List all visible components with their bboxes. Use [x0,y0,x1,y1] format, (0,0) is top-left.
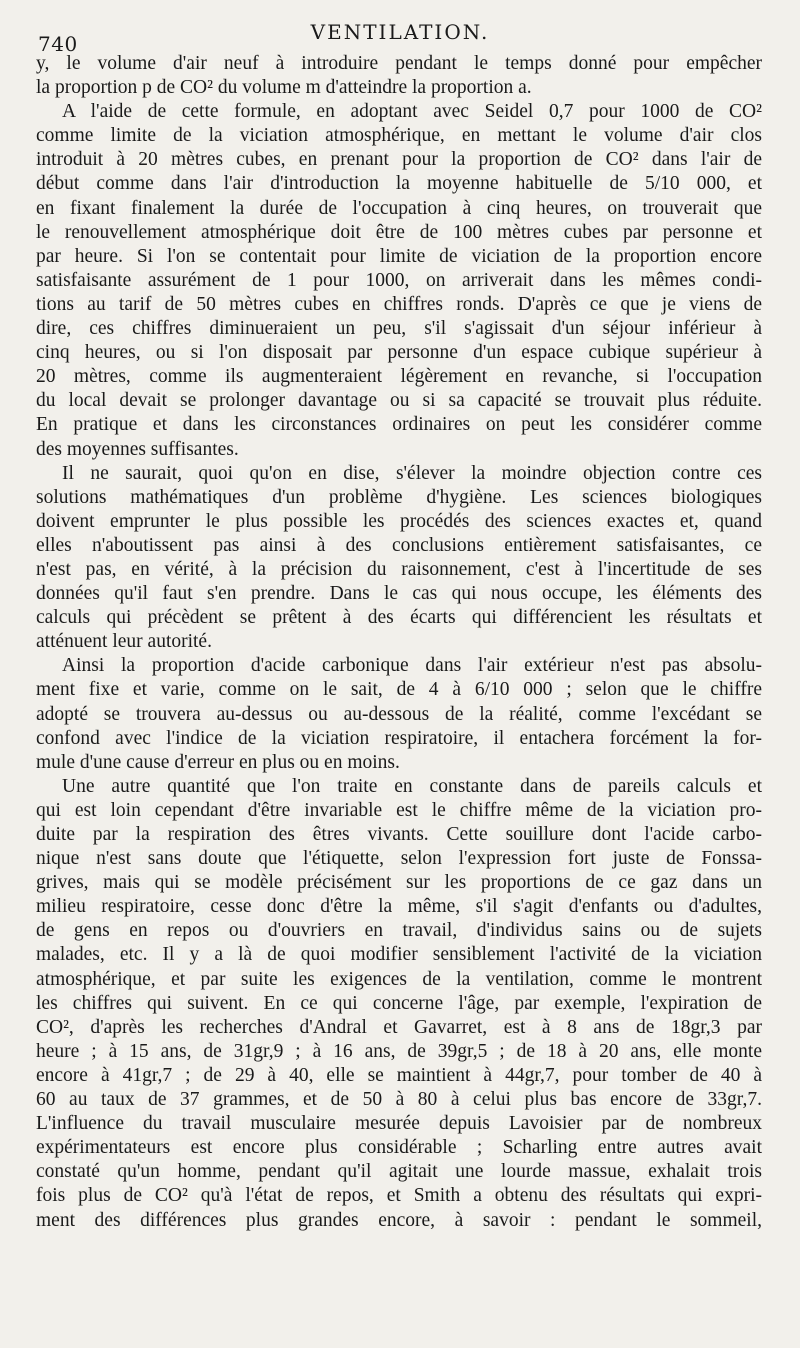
text-line: nique n'est sans doute que l'étiquette, selon l'expression fort juste de Fonssa- [36,848,762,870]
text-line: le renouvellement atmosphérique doit être de 100 mètres cubes par personne et [36,221,762,243]
text-line: atmosphérique, et par suite les exigences de la ventilation, comme le montrent [36,968,762,990]
text-line: qui est loin cependant d'être invariable est le chiffre même de la viciation pro- [36,799,762,821]
text-line: introduit à 20 mètres cubes, en prenant pour la proportion de CO² dans l'air de [36,149,762,171]
text-line: satisfaisante assurément de 1 pour 1000, on arriverait dans les mêmes condi- [36,269,762,291]
text-line: constaté qu'un homme, pendant qu'il agitait une lourde massue, exhalait trois [36,1161,762,1183]
text-line: Il ne saurait, quoi qu'on en dise, s'élever la moindre objection contre ces [62,462,762,484]
text-line: comme limite de la viciation atmosphérique, en mettant le volume d'air clos [36,125,762,147]
text-line: milieu respiratoire, cesse donc d'être la même, s'il s'agit d'enfants ou d'adultes, [36,896,762,918]
text-line: tions au tarif de 50 mètres cubes en chiffres ronds. D'après ce que je viens de [36,293,762,315]
text-line: Une autre quantité que l'on traite en constante dans de pareils calculs et [62,775,762,797]
text-line: CO², d'après les recherches d'Andral et Gavarret, est à 8 ans de 18gr,3 par [36,1016,762,1038]
text-line: par heure. Si l'on se contentait pour limite de viciation de la proportion encore [36,245,762,267]
text-line: L'influence du travail musculaire mesurée depuis Lavoisier par de nombreux [36,1113,762,1135]
page-number: 740 [38,32,78,56]
text-line: mule d'une cause d'erreur en plus ou en moins. [36,751,400,773]
text-line: en fixant finalement la durée de l'occupation à cinq heures, on trouverait que [36,197,762,219]
text-line: grives, mais qui se modèle précisément sur les proportions de ce gaz dans un [36,872,762,894]
text-line: confond avec l'indice de la viciation respiratoire, il entachera forcément la for- [36,727,762,749]
text-line: n'est pas, en vérité, à la précision du raisonnement, c'est à l'incertitude de ses [36,558,762,580]
text-line: ment des différences plus grandes encore, à savoir : pendant le sommeil, [36,1209,762,1231]
text-line: dire, ces chiffres diminueraient un peu, s'il s'agissait d'un séjour inférieur à [36,318,762,340]
page-header [0,18,800,56]
text-line: du local devait se prolonger davantage ou si sa capacité se trouvait plus réduite. [36,390,762,412]
text-line: malades, etc. Il y a là de quoi modifier sensiblement l'activité de la viciation [36,944,762,966]
text-line: y, le volume d'air neuf à introduire pendant le temps donné pour empêcher [36,53,762,74]
text-line: Ainsi la proportion d'acide carbonique dans l'air extérieur n'est pas absolu- [62,655,762,677]
text-line: solutions mathématiques d'un problème d'hygiène. Les sciences biologiques [36,486,762,508]
text-line: ment fixe et varie, comme on le sait, de 4 à 6/10 000 ; selon que le chiffre [36,679,762,701]
text-line: début comme dans l'air d'introduction la moyenne habituelle de 5/10 000, et [36,173,762,195]
text-line: adopté se trouvera au-dessus ou au-dessous de la réalité, comme l'excédant se [36,703,762,725]
text-line: encore à 41gr,7 ; de 29 à 40, elle se maintient à 44gr,7, pour tomber de 40 à [36,1064,762,1086]
text-line: En pratique et dans les circonstances ordinaires on peut les considérer comme [36,414,762,436]
text-line: des moyennes suffisantes. [36,438,239,460]
text-line: la proportion p de CO² du volume m d'atteindre la proportion a. [36,77,532,99]
text-line: de gens en repos ou d'ouvriers en travail, d'individus sains ou de sujets [36,920,762,942]
text-line: heure ; à 15 ans, de 31gr,9 ; à 16 ans, de 39gr,5 ; de 18 à 20 ans, elle monte [36,1040,762,1062]
text-line: doivent emprunter le plus possible les procédés des sciences exactes et, quand [36,510,762,532]
text-line: atténuent leur autorité. [36,631,212,653]
body-text [36,52,762,1233]
text-line: 60 au taux de 37 grammes, et de 50 à 80 à celui plus bas encore de 33gr,7. [36,1089,762,1111]
text-line: elles n'aboutissent pas ainsi à des conclusions entièrement satisfaisantes, ce [36,534,762,556]
text-line: fois plus de CO² qu'à l'état de repos, et Smith a obtenu des résultats qui expri- [36,1185,762,1207]
text-line: données qu'il faut s'en prendre. Dans le cas qui nous occupe, les éléments des [36,583,762,605]
text-line: les chiffres qui suivent. En ce qui concerne l'âge, par exemple, l'expiration de [36,992,762,1014]
text-line: calculs qui précèdent se prêtent à des écarts qui différencient les résultats et [36,607,762,629]
text-line: A l'aide de cette formule, en adoptant avec Seidel 0,7 pour 1000 de CO² [62,101,762,123]
text-line: cinq heures, ou si l'on disposait par personne d'un espace cubique supérieur à [36,342,762,364]
text-line: expérimentateurs est encore plus considérable ; Scharling entre autres avait [36,1137,762,1159]
text-line: 20 mètres, comme ils augmenteraient légèrement en revanche, si l'occupation [36,366,762,388]
running-title: VENTILATION. [310,20,490,44]
text-line: duite par la respiration des êtres vivants. Cette souillure dont l'acide carbo- [36,824,762,845]
